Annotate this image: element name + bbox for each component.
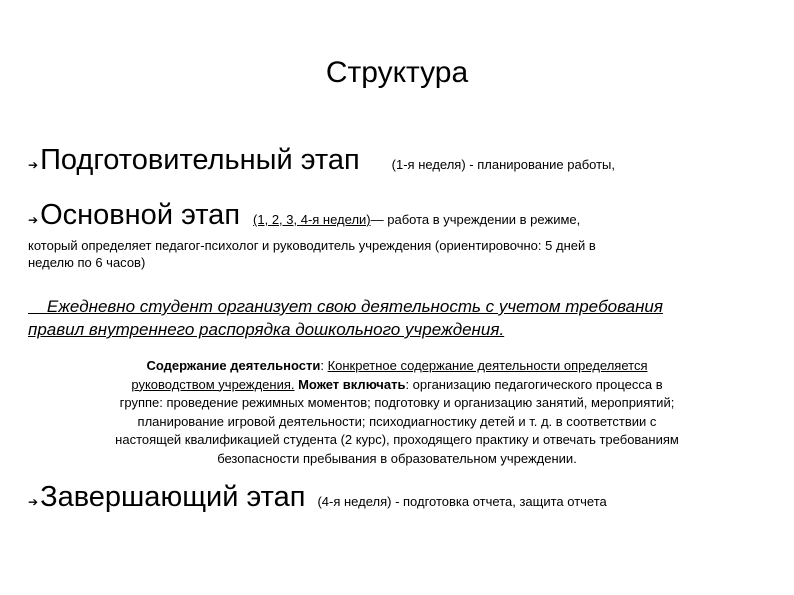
content-label: Содержание деятельности: [146, 358, 321, 373]
arrow-right-icon: ➔: [28, 158, 39, 172]
content-colon: :: [320, 358, 328, 373]
stage-main-line2: который определяет педагог-психолог и руководитель учреждения (ориентировочно: 5 дней в: [28, 238, 596, 253]
content-line1: [20, 357, 774, 376]
content-line2-rest: : организацию педагогического процесса в: [405, 376, 663, 392]
arrow-right-icon: ➔: [28, 495, 39, 509]
stage-final-detail: (4-я неделя) - подготовка отчета, защита отчета: [317, 494, 607, 509]
daily-line2: правил внутреннего распорядка дошкольного учреждения.: [28, 320, 505, 339]
stage-main-line3: неделю по 6 часов): [28, 255, 146, 270]
slide-title: Структура: [325, 56, 469, 89]
content-block: [20, 357, 774, 468]
content-line5: настоящей квалификацией студента (2 курс), проходящего практику и отвечать требованиям: [115, 432, 679, 447]
content-line2: [20, 376, 774, 395]
stage-prep: [28, 144, 615, 177]
stage-prep-name: Подготовительный этап: [40, 144, 360, 176]
stage-main-name: Основной этап: [40, 199, 241, 231]
stage-final: [28, 481, 607, 514]
stage-main-weeks: (1, 2, 3, 4-я недели): [253, 212, 371, 227]
content-line6: безопасности пребывания в образовательном учреждении.: [217, 450, 577, 466]
content-underlined-1: Конкретное содержание деятельности определяется: [327, 358, 648, 373]
stage-main: [28, 199, 580, 232]
content-underlined-2: руководством учреждения.: [131, 376, 295, 392]
stage-final-name: Завершающий этап: [40, 481, 306, 513]
content-may-include: Может включать: [294, 376, 406, 392]
content-line3: группе: проведение режимных моментов; подготовку и организацию занятий, мероприятий;: [119, 395, 675, 410]
stage-main-detail: — работа в учреждении в режиме,: [370, 212, 581, 227]
stage-prep-detail: (1-я неделя) - планирование работы,: [391, 157, 616, 172]
content-line4: планирование игровой деятельности; психодиагностику детей и т. д. в соответствии с: [137, 413, 657, 429]
daily-line1: Ежедневно студент организует свою деятельность с учетом требования: [28, 297, 663, 316]
arrow-right-icon: ➔: [28, 213, 39, 227]
